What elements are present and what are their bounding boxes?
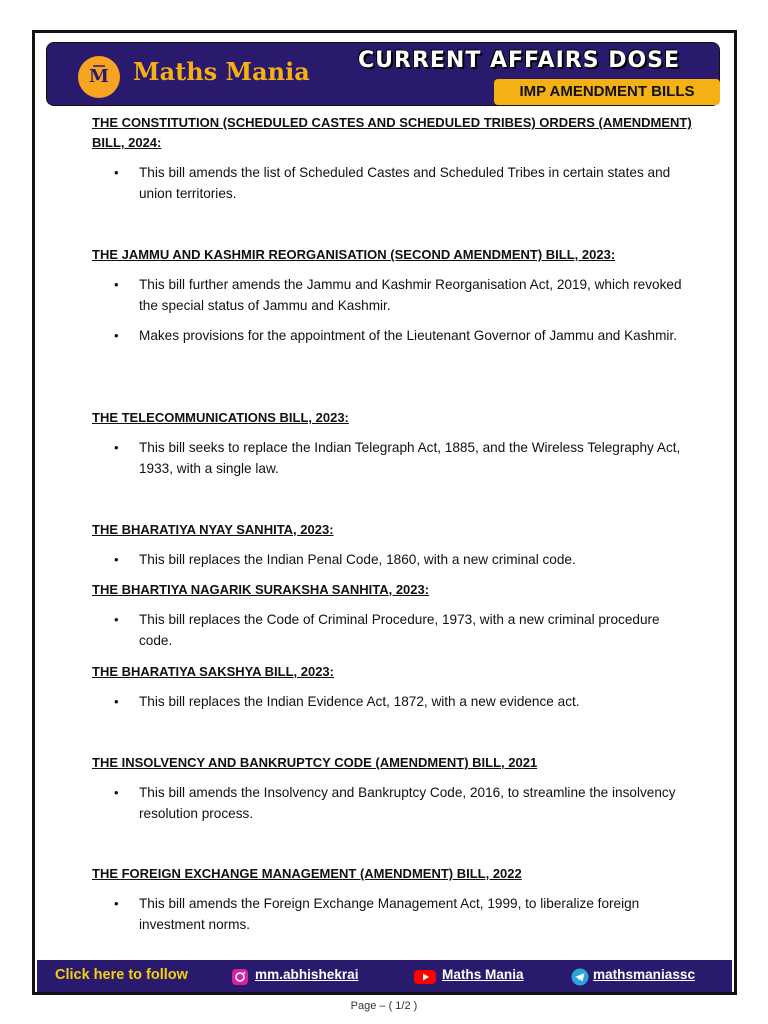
- telegram-link[interactable]: mathsmaniassc: [593, 967, 696, 982]
- bill-heading: THE TELECOMMUNICATIONS BILL, 2023:: [92, 410, 349, 425]
- svg-text:M: M: [89, 66, 109, 87]
- bill-section: [92, 520, 692, 570]
- youtube-icon[interactable]: [413, 968, 437, 986]
- bill-section: [92, 580, 692, 651]
- bill-point: • This bill amends the Insolvency and Bankruptcy Code, 2016, to streamline the insolvency resolution process.: [92, 782, 692, 824]
- bill-heading: THE BHARATIYA SAKSHYA BILL, 2023:: [92, 664, 334, 679]
- topic-badge: IMP AMENDMENT BILLS: [494, 79, 720, 105]
- bill-point: • This bill amends the Foreign Exchange Management Act, 1999, to liberalize foreign investment norms.: [92, 893, 692, 935]
- bill-section: [92, 113, 692, 204]
- bill-heading: THE BHARTIYA NAGARIK SURAKSHA SANHITA, 2023:: [92, 582, 430, 597]
- bill-section: [92, 864, 692, 935]
- bill-point: • This bill replaces the Indian Penal Code, 1860, with a new criminal code.: [92, 549, 692, 570]
- telegram-icon[interactable]: [571, 968, 589, 986]
- bill-section: [92, 245, 692, 346]
- header-title: CURRENT AFFAIRS DOSE: [358, 48, 681, 73]
- bill-heading: THE BHARATIYA NYAY SANHITA, 2023:: [92, 522, 334, 537]
- bill-point: • This bill further amends the Jammu and Kashmir Reorganisation Act, 2019, which revoked the special status of Jammu and Kashmir.: [92, 274, 692, 316]
- bill-point: • This bill replaces the Code of Criminal Procedure, 1973, with a new criminal procedure code.: [92, 609, 692, 651]
- bill-heading: THE CONSTITUTION (SCHEDULED CASTES AND SCHEDULED TRIBES) ORDERS (AMENDMENT) BILL, 2024:: [92, 115, 692, 150]
- brand-name: Maths Mania: [133, 57, 310, 86]
- bill-heading: THE INSOLVENCY AND BANKRUPTCY CODE (AMENDMENT) BILL, 2021: [92, 755, 538, 770]
- page-number: Page – ( 1/2 ): [350, 1000, 418, 1012]
- bill-section: [92, 753, 692, 824]
- bill-section: [92, 408, 692, 479]
- instagram-icon[interactable]: [231, 968, 249, 986]
- youtube-link[interactable]: Maths Mania: [442, 967, 524, 982]
- instagram-link[interactable]: mm.abhishekrai: [255, 967, 359, 982]
- bill-point: • Makes provisions for the appointment of the Lieutenant Governor of Jammu and Kashmir.: [92, 325, 692, 346]
- logo-figure-icon: [84, 62, 114, 92]
- bill-section: [92, 662, 692, 712]
- maths-mania-logo: [78, 56, 120, 98]
- bill-heading: THE FOREIGN EXCHANGE MANAGEMENT (AMENDMENT) BILL, 2022: [92, 866, 522, 881]
- bill-point: • This bill amends the list of Scheduled Castes and Scheduled Tribes in certain states and union territories.: [92, 162, 692, 204]
- bill-point: • This bill seeks to replace the Indian Telegraph Act, 1885, and the Wireless Telegraphy Act, 1933, with a single law.: [92, 437, 692, 479]
- follow-label: Click here to follow: [55, 967, 188, 983]
- bill-point: • This bill replaces the Indian Evidence Act, 1872, with a new evidence act.: [92, 691, 692, 712]
- bill-heading: THE JAMMU AND KASHMIR REORGANISATION (SECOND AMENDMENT) BILL, 2023:: [92, 247, 616, 262]
